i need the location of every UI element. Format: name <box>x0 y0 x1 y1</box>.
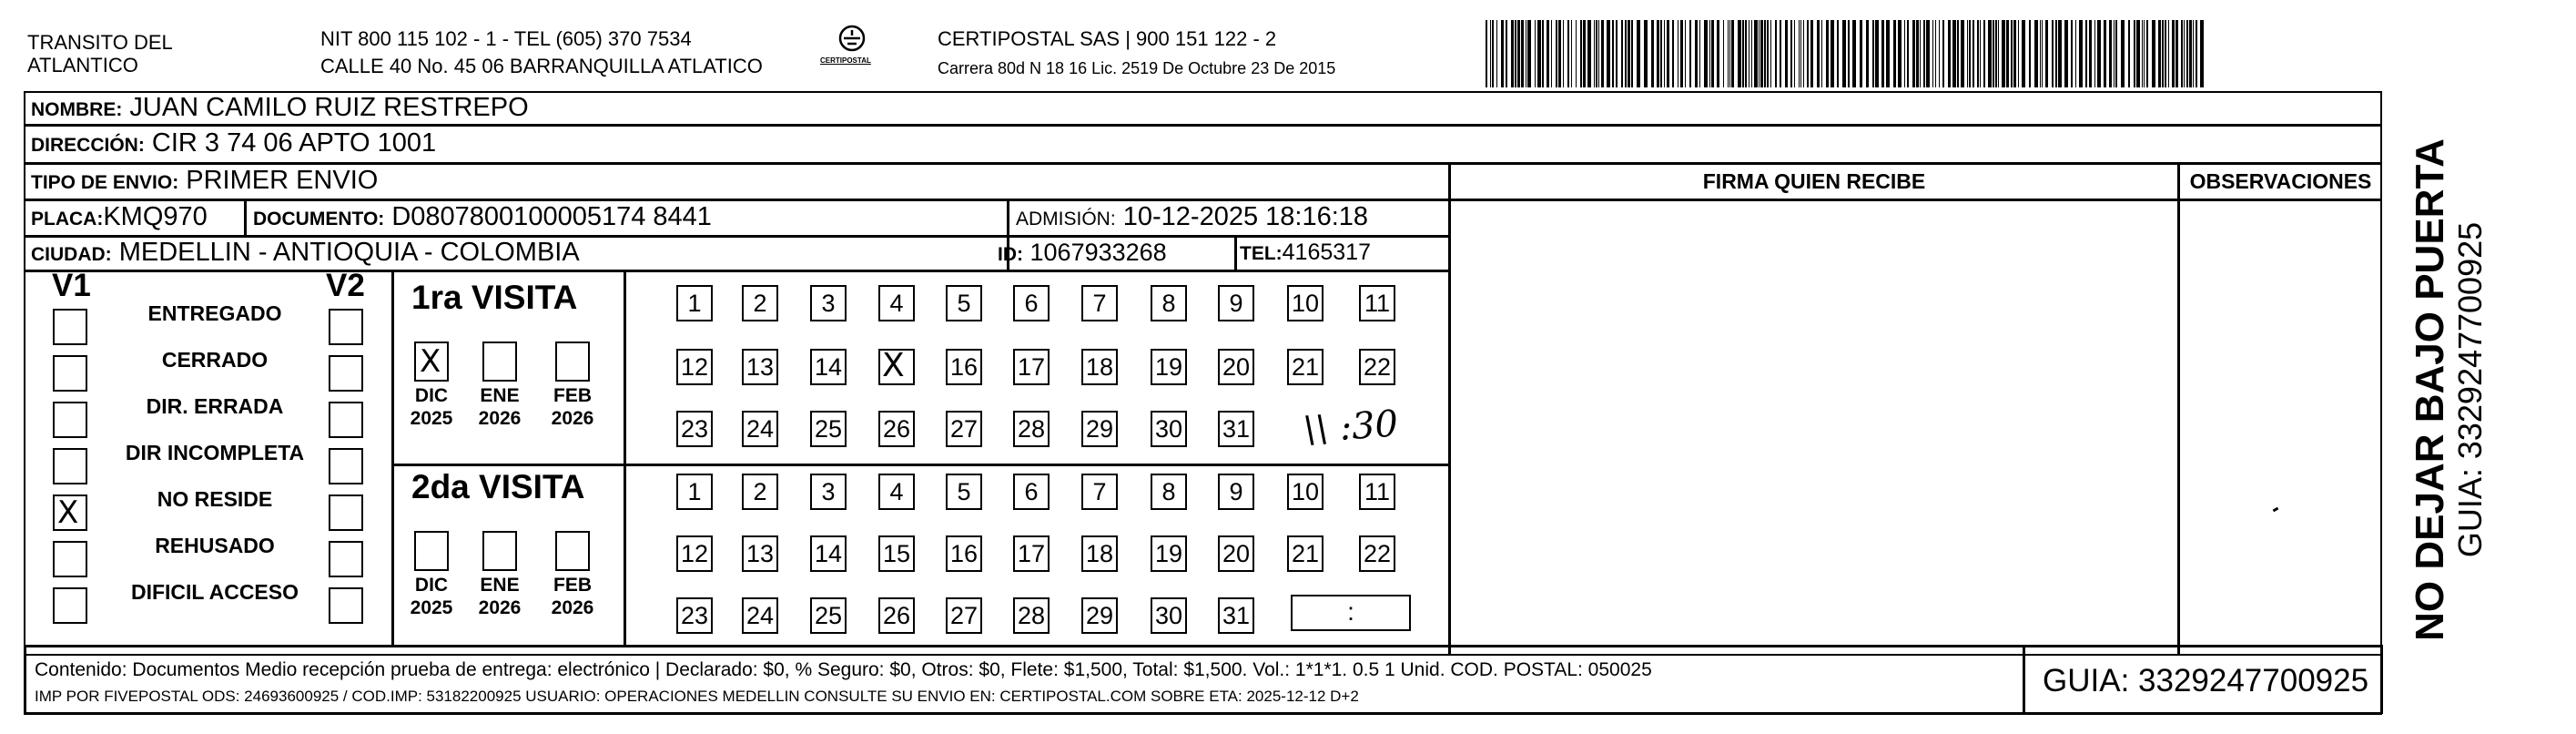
first-visit-day-box[interactable]: 18 <box>1081 349 1118 385</box>
month-label <box>478 574 522 619</box>
sender-nit: NIT 800 115 102 - 1 - TEL (605) 370 7534 <box>320 27 692 50</box>
second-visit-day-box[interactable]: 17 <box>1013 535 1050 572</box>
month-label <box>410 574 453 619</box>
month-name: ENE <box>480 385 520 406</box>
footer-imp: IMP POR FIVEPOSTAL ODS: 24693600925 / COD.IMP: 53182200925 USUARIO: OPERACIONES MEDELLIN CONSULTE SU ENVIO EN: CERTIPOSTAL.COM SOBRE ETA: 2025-12-12 D+2 <box>35 688 1359 705</box>
first-visit-day-box[interactable]: 7 <box>1081 285 1118 321</box>
status-label: NO RESIDE <box>157 487 273 511</box>
logo-text: CERTIPOSTAL <box>820 56 871 65</box>
divider <box>24 162 2382 165</box>
first-visit-day-box[interactable]: 26 <box>878 411 915 447</box>
status-label: REHUSADO <box>155 534 275 557</box>
month-label <box>478 384 522 430</box>
status-label: ENTREGADO <box>147 301 282 325</box>
month-year: 2025 <box>410 597 453 618</box>
placa-value: KMQ970 <box>103 202 208 231</box>
second-visit-day-box[interactable]: 11 <box>1359 474 1395 510</box>
direccion-value: CIR 3 74 06 APTO 1001 <box>151 128 437 158</box>
field-id <box>998 238 1167 270</box>
second-visit-day-box[interactable]: 8 <box>1151 474 1187 510</box>
divider <box>1234 235 1237 270</box>
second-visit-day-box[interactable]: 26 <box>878 597 915 634</box>
divider <box>2177 162 2180 656</box>
month-year: 2026 <box>478 408 522 429</box>
first-visit-title: 1ra VISITA <box>411 279 578 316</box>
field-tipo <box>31 166 378 198</box>
second-visit-day-box[interactable]: 14 <box>810 535 847 572</box>
footer-contenido: Contenido: Documentos Medio recepción prueba de entrega: electrónico | Declarado: $0, % Seguro: $0, Otros: $0, Flete: $1,500, Total: $1,500. Vol.: 1*1*1. 0.5 1 Unid. COD. POSTAL: 050025 <box>35 659 1652 680</box>
company-name: CERTIPOSTAL SAS | 900 151 122 - 2 <box>938 27 1277 50</box>
divider <box>24 270 1449 272</box>
status-label: DIR INCOMPLETA <box>125 441 305 464</box>
v2-checkbox[interactable] <box>329 402 363 438</box>
divider <box>24 199 1449 201</box>
field-admision <box>1016 202 1368 234</box>
first-visit-day-box[interactable]: 12 <box>676 349 713 385</box>
tipo-value: PRIMER ENVIO <box>186 166 379 195</box>
first-visit-day-box[interactable]: 17 <box>1013 349 1050 385</box>
second-visit-title: 2da VISITA <box>411 468 585 505</box>
second-visit-day-box[interactable]: 21 <box>1287 535 1323 572</box>
field-documento <box>253 202 712 234</box>
v1-checkbox[interactable] <box>53 309 87 345</box>
month-label <box>551 574 594 619</box>
second-visit-day-box[interactable]: 31 <box>1218 597 1254 634</box>
first-visit-day-box[interactable] <box>878 349 915 385</box>
second-visit-day-box[interactable]: 22 <box>1359 535 1395 572</box>
month-name: FEB <box>553 385 592 406</box>
barcode <box>1486 20 2205 87</box>
nombre-value: JUAN CAMILO RUIZ RESTREPO <box>129 93 529 122</box>
v1-checkbox[interactable] <box>53 402 87 438</box>
month-name: FEB <box>553 575 592 596</box>
divider <box>244 199 247 235</box>
tel-value: 4165317 <box>1282 240 1371 265</box>
month-name: ENE <box>480 575 520 596</box>
ciudad-value: MEDELLIN - ANTIOQUIA - COLOMBIA <box>118 238 580 267</box>
first-visit-day-box[interactable]: 31 <box>1218 411 1254 447</box>
divider <box>24 645 2382 647</box>
second-visit-day-box[interactable]: 1 <box>676 474 713 510</box>
company-license: Carrera 80d N 18 16 Lic. 2519 De Octubre 23 De 2015 <box>938 59 1336 77</box>
nombre-label: NOMBRE: <box>31 99 123 120</box>
direccion-label: DIRECCIÓN: <box>31 135 145 156</box>
v2-checkbox[interactable] <box>329 355 363 392</box>
second-visit-month-box[interactable] <box>482 531 517 571</box>
id-label: ID: <box>998 244 1023 265</box>
v1-check-mark: X <box>57 494 79 531</box>
v2-checkbox[interactable] <box>329 309 363 345</box>
first-visit-day-box[interactable]: 6 <box>1013 285 1050 321</box>
documento-label: DOCUMENTO: <box>253 209 385 229</box>
handwritten-time: \\ :30 <box>1302 403 1400 452</box>
month-name: DIC <box>414 385 449 406</box>
month-year: 2026 <box>551 408 594 429</box>
month-label <box>410 384 453 430</box>
second-visit-day-box[interactable]: 27 <box>946 597 982 634</box>
month-year: 2025 <box>410 408 453 429</box>
first-visit-day-box[interactable]: 24 <box>742 411 778 447</box>
first-visit-day-box[interactable]: 21 <box>1287 349 1323 385</box>
certipostal-logo <box>820 20 880 76</box>
divider <box>2380 645 2383 714</box>
second-visit-day-box[interactable]: 9 <box>1218 474 1254 510</box>
first-visit-day-box[interactable]: 20 <box>1218 349 1254 385</box>
second-visit-day-box[interactable]: 30 <box>1151 597 1187 634</box>
second-visit-day-box[interactable]: 23 <box>676 597 713 634</box>
tel-label: TEL: <box>1240 243 1283 264</box>
second-visit-day-box[interactable]: 12 <box>676 535 713 572</box>
day-check-mark: X <box>882 347 905 384</box>
first-visit-day-box[interactable]: 4 <box>878 285 915 321</box>
first-visit-day-box[interactable]: 14 <box>810 349 847 385</box>
v2-checkbox[interactable] <box>329 448 363 484</box>
second-visit-day-box[interactable]: 4 <box>878 474 915 510</box>
first-visit-day-box[interactable]: 23 <box>676 411 713 447</box>
second-visit-day-box[interactable]: 10 <box>1287 474 1323 510</box>
second-visit-time-box[interactable] <box>1291 595 1411 631</box>
first-visit-month-box[interactable] <box>482 342 517 382</box>
field-tel <box>1240 238 1371 269</box>
sender-name-line1: TRANSITO DEL <box>27 31 173 54</box>
first-visit-month-box[interactable] <box>555 342 590 382</box>
first-visit-day-box[interactable]: 29 <box>1081 411 1118 447</box>
month-year: 2026 <box>551 597 594 618</box>
footer-guia: GUIA: 3329247700925 <box>2043 663 2369 698</box>
v1-checkbox[interactable] <box>53 448 87 484</box>
divider <box>391 270 394 645</box>
first-visit-day-box[interactable]: 30 <box>1151 411 1187 447</box>
second-visit-day-box[interactable]: 16 <box>946 535 982 572</box>
first-visit-day-box[interactable]: 2 <box>742 285 778 321</box>
v2-label: V2 <box>326 268 365 303</box>
time-placeholder: : <box>1347 597 1354 626</box>
divider <box>391 464 1449 466</box>
ciudad-label: CIUDAD: <box>31 244 112 265</box>
first-visit-day-box[interactable]: 16 <box>946 349 982 385</box>
first-visit-day-box[interactable]: 28 <box>1013 411 1050 447</box>
field-direccion <box>31 128 436 160</box>
divider <box>24 712 2382 715</box>
month-check-mark: X <box>420 343 441 380</box>
second-visit-day-box[interactable]: 24 <box>742 597 778 634</box>
placa-label: PLACA: <box>31 209 104 229</box>
v2-checkbox[interactable] <box>329 494 363 531</box>
v1-checkbox[interactable] <box>53 355 87 392</box>
first-visit-month-box[interactable] <box>414 342 449 382</box>
documento-value: D0807800100005174 8441 <box>391 202 712 231</box>
first-visit-day-box[interactable]: 22 <box>1359 349 1395 385</box>
v1-checkbox[interactable] <box>53 541 87 577</box>
sender-name-line2: ATLANTICO <box>27 54 138 76</box>
first-visit-day-box[interactable]: 25 <box>810 411 847 447</box>
first-visit-day-box[interactable]: 11 <box>1359 285 1395 321</box>
second-visit-day-box[interactable]: 29 <box>1081 597 1118 634</box>
month-name: DIC <box>414 575 449 596</box>
month-year: 2026 <box>478 597 522 618</box>
v1-checkbox[interactable] <box>53 494 87 531</box>
sender-address: CALLE 40 No. 45 06 BARRANQUILLA ATLATICO <box>320 55 763 77</box>
second-visit-month-box[interactable] <box>555 531 590 571</box>
side-guia: GUIA: 3329247700925 <box>2451 221 2489 558</box>
second-visit-day-box[interactable]: 19 <box>1151 535 1187 572</box>
first-visit-day-box[interactable]: 19 <box>1151 349 1187 385</box>
second-visit-day-box[interactable]: 5 <box>946 474 982 510</box>
second-visit-day-box[interactable]: 28 <box>1013 597 1050 634</box>
divider <box>1449 199 2382 201</box>
id-value: 1067933268 <box>1029 239 1167 266</box>
second-visit-day-box[interactable]: 2 <box>742 474 778 510</box>
second-visit-day-box[interactable]: 15 <box>878 535 915 572</box>
divider <box>2023 645 2025 714</box>
first-visit-day-box[interactable]: 3 <box>810 285 847 321</box>
v1-checkbox[interactable] <box>53 587 87 624</box>
v2-checkbox[interactable] <box>329 541 363 577</box>
divider <box>1448 162 1451 656</box>
divider <box>624 270 626 645</box>
field-placa <box>31 202 208 234</box>
v1-label: V1 <box>52 268 91 303</box>
first-visit-day-box[interactable]: 27 <box>946 411 982 447</box>
month-label <box>551 384 594 430</box>
second-visit-day-box[interactable]: 20 <box>1218 535 1254 572</box>
first-visit-day-box[interactable]: 9 <box>1218 285 1254 321</box>
first-visit-day-box[interactable]: 5 <box>946 285 982 321</box>
tipo-label: TIPO DE ENVIO: <box>31 172 179 193</box>
first-visit-day-box[interactable]: 8 <box>1151 285 1187 321</box>
second-visit-day-box[interactable]: 25 <box>810 597 847 634</box>
second-visit-day-box[interactable]: 3 <box>810 474 847 510</box>
field-ciudad <box>31 238 580 270</box>
status-label: DIFICIL ACCESO <box>130 580 299 604</box>
admision-label: ADMISIÓN: <box>1016 209 1116 229</box>
side-warning: NO DEJAR BAJO PUERTA <box>2408 138 2452 641</box>
field-nombre <box>31 93 529 125</box>
admision-value: 10-12-2025 18:16:18 <box>1122 202 1369 231</box>
second-visit-day-box[interactable]: 18 <box>1081 535 1118 572</box>
divider <box>24 645 26 714</box>
firma-header: FIRMA QUIEN RECIBE <box>1702 169 1926 193</box>
second-visit-day-box[interactable]: 13 <box>742 535 778 572</box>
status-label: DIR. ERRADA <box>146 394 284 418</box>
v2-checkbox[interactable] <box>329 587 363 624</box>
first-visit-day-box[interactable]: 10 <box>1287 285 1323 321</box>
observaciones-header: OBSERVACIONES <box>2189 169 2372 193</box>
first-visit-day-box[interactable]: 1 <box>676 285 713 321</box>
second-visit-day-box[interactable]: 6 <box>1013 474 1050 510</box>
first-visit-day-box[interactable]: 13 <box>742 349 778 385</box>
second-visit-day-box[interactable]: 7 <box>1081 474 1118 510</box>
second-visit-month-box[interactable] <box>414 531 449 571</box>
status-label: CERRADO <box>161 348 269 372</box>
